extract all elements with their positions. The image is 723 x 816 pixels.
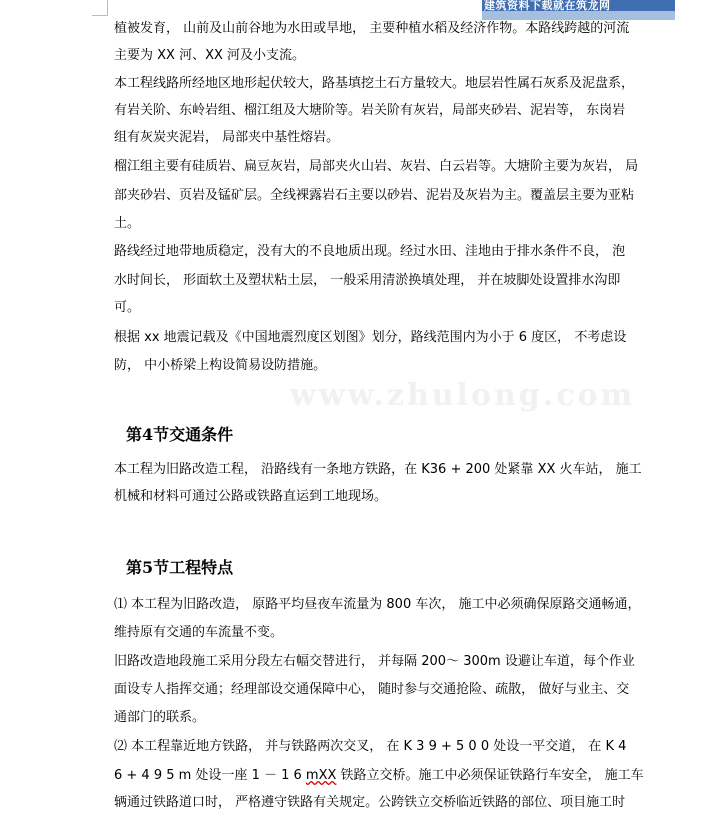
watermark-url: www.zhulong.com	[290, 378, 636, 413]
text-line: 辆通过铁路道口时， 严格遵守铁路有关规定。公跨铁立交桥临近铁路的部位、项目施工时	[114, 795, 626, 810]
watermark-banner	[482, 0, 675, 20]
section-4-heading: 第4节交通条件	[126, 425, 234, 444]
text-line: 根据 xx 地震记载及《中国地震烈度区划图》划分，路线范围内为小于 6 度区， 不考虑设	[114, 330, 627, 345]
text-line: 防， 中小桥梁上构设简易设防措施。	[114, 358, 327, 373]
text-line: 面设专人指挥交通；经理部设交通保障中心， 随时参与交通抢险、疏散， 做好与业主、交	[114, 682, 630, 697]
text-line: 主要为 XX 河、XX 河及小支流。	[114, 48, 306, 63]
text-line: 本工程为旧路改造工程， 沿路线有一条地方铁路，在 K36 + 200 处紧靠 XX 火车站， 施工	[114, 462, 642, 477]
text-line: 可。	[114, 300, 141, 315]
text-line: 土。	[114, 216, 141, 231]
spellcheck-flagged-word: mXX	[305, 768, 337, 783]
text-line: 维持原有交通的车流量不变。	[114, 625, 284, 640]
text-line: 通部门的联系。	[114, 710, 206, 725]
watermark-banner-text: 建筑资料下载就在筑龙网	[482, 0, 675, 11]
text-line: 机械和材料可通过公路或铁路直运到工地现场。	[114, 489, 388, 504]
text-line: ⑴ 本工程为旧路改造， 原路平均昼夜车流量为 800 车次， 施工中必须确保原路交通畅通，	[114, 597, 641, 612]
text-run: 6 + 4 9 5 m 处设一座 1 － 1 6	[114, 768, 306, 783]
text-line: 植被发育， 山前及山前谷地为水田或旱地， 主要种植水稻及经济作物。本路线跨越的河流	[114, 21, 630, 36]
text-line	[114, 768, 644, 784]
text-line: 路线经过地带地质稳定，没有大的不良地质出现。经过水田、洼地由于排水条件不良， 泡	[114, 244, 626, 259]
section-5-heading: 第5节工程特点	[126, 558, 234, 577]
text-line: 榴江组主要有硅质岩、扁豆灰岩，局部夹火山岩、灰岩、白云岩等。大塘阶主要为灰岩， 局	[114, 159, 639, 174]
text-line: 组有灰炭夹泥岩， 局部夹中基性熔岩。	[114, 130, 340, 145]
text-line: 部夹砂岩、页岩及锰矿层。全线裸露岩石主要以砂岩、泥岩及灰岩为主。覆盖层主要为亚粘	[114, 188, 635, 203]
page-corner-mark	[92, 0, 108, 16]
text-line: ⑵ 本工程靠近地方铁路， 并与铁路两次交叉， 在 K 3 9 + 5 0 0 处设一平交道， 在 K 4	[114, 739, 627, 754]
text-run: 铁路立交桥。施工中必须保证铁路行车安全， 施工车	[336, 768, 644, 783]
text-line: 旧路改造地段施工采用分段左右幅交替进行， 并每隔 200～ 300m 设避让车道，每个作业	[114, 654, 635, 669]
text-line: 有岩关阶、东岭岩组、榴江组及大塘阶等。岩关阶有灰岩，局部夹砂岩、泥岩等， 东岗岩	[114, 103, 626, 118]
text-line: 本工程线路所经地区地形起伏较大，路基填挖土石方量较大。地层岩性属石灰系及泥盘系，	[114, 76, 635, 91]
text-line: 水时间长， 形面软土及塑状粘土层， 一般采用清淤换填处理， 并在坡脚处设置排水沟即	[114, 273, 621, 288]
